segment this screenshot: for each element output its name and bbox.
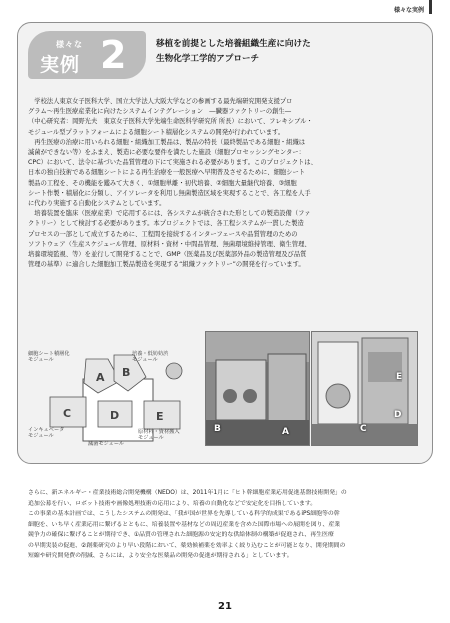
body-line: 培養環境監視、等）を並行して開発することで、GMP（医薬品及び医薬部外品の製造管理及び品質 bbox=[28, 251, 307, 259]
case-badge bbox=[28, 31, 146, 79]
arm-joint-shape bbox=[166, 363, 182, 379]
photo-1-image bbox=[206, 332, 309, 445]
module-d-letter: D bbox=[110, 409, 120, 422]
photo-1-label-b: B bbox=[214, 424, 221, 434]
body-line: 学校法人東京女子医科大学、国立大学法人大阪大学などの参画する最先端研究開発支援プロ bbox=[28, 98, 293, 105]
body-line: モジュール型プラットフォームによる細胞シート積層化システムの開発が行われています。 bbox=[28, 128, 285, 136]
badge-small-text: 様々な bbox=[56, 40, 83, 49]
body-line: 管理の基準）に適合した細胞加工製品製造を実現する“組織ファクトリー”の開発を行っています。 bbox=[28, 261, 305, 269]
body-line: 製品の工程を、その機能を鑑みて大きく、①細胞単離・初代培養、②細胞大量継代培養、③細胞 bbox=[28, 179, 297, 187]
body-line: 日本の独自技術である細胞シートによる再生治療を一般医療へ早期普及させるために、細胞シート bbox=[28, 169, 306, 177]
note-line: 競争力の確保に繋げることが期待でき、①品質の管理された細胞源の安定的な供給体制の構築が促進され、再生医療 bbox=[28, 532, 334, 538]
label-sterilization-module: 滅菌モジュール bbox=[88, 441, 125, 447]
label-sheet-module: 細胞シート積層化 モジュール bbox=[28, 351, 70, 364]
note-line: 短縮や研究開発費の削減、さらには、より安全な医薬品の開発の促進が期待される」としています。 bbox=[28, 553, 293, 559]
label-incubator-module: インキュベータ モジュール bbox=[28, 427, 65, 440]
body-line: に代わり実施する自動化システムとしています。 bbox=[28, 200, 166, 208]
body-text bbox=[28, 97, 422, 270]
photo-1-label-a: A bbox=[282, 427, 289, 437]
note-line: 細胞を、いち早く産業応用に繋げるとともに、培養装置や基材などの周辺産業を含めた国際市場への展開を図り、産業 bbox=[28, 521, 341, 528]
note-line: この事業の基本計画では、こうしたシステムの開発は、「我が国が世界を先導している科学的成果であるiPS細胞等の幹 bbox=[28, 511, 340, 517]
header-bar bbox=[429, 0, 432, 14]
case-title bbox=[156, 37, 426, 67]
isolator-photo-2 bbox=[311, 331, 418, 446]
photo-2-label-c: C bbox=[360, 424, 367, 434]
body-line: 滅菌ができない等）をふまえ、製造に必要な要件を満たした施設（細胞プロセッシングセンター： bbox=[28, 149, 305, 157]
note-line: さらに、新エネルギー・産業技術総合開発機構（NEDO）は、2011年1月に「ヒト幹細胞産業応用促進基盤技術開発」の bbox=[28, 490, 347, 496]
body-line: グラム～再生医療産業化に向けたシステムインテグレーション ―臓器ファクトリーの創生― bbox=[28, 108, 292, 116]
body-line: 培養装置を臨床（医療産業）で応用するには、各システムが統合された形としての製造設備（ファ bbox=[28, 210, 311, 218]
page-number: 21 bbox=[218, 601, 232, 612]
note-text bbox=[28, 488, 426, 562]
case-panel bbox=[17, 22, 433, 464]
title-line-1: 移植を前提とした培養組織生産に向けた bbox=[156, 39, 311, 49]
body-line: 再生医療の治療に用いられる細胞・組織加工製品は、製品の特長（最終製品である細胞・組織は bbox=[28, 138, 306, 146]
isolator-photo-1 bbox=[205, 331, 310, 446]
body-line: プロセスの一部として成立するために、工程間を接続するインターフェースや品質管理のための bbox=[28, 230, 298, 238]
module-c-letter: C bbox=[63, 407, 72, 420]
module-e-letter: E bbox=[156, 410, 164, 423]
factory-diagram bbox=[28, 351, 198, 449]
label-material-module: 原材料・資材搬入 モジュール bbox=[138, 429, 180, 442]
body-line: （中心研究者：岡野光夫 東京女子医科大学先端生命医科学研究所 所長）において、フレキシブル・ bbox=[28, 118, 313, 126]
body-line: クトリー）として検討する必要があります。本プロジェクトでは、各工程システムが一貫した製造 bbox=[28, 220, 304, 228]
body-line: シート作製・積層化に分類し、アイソレータを利用し無菌製造区域を実現することで、各工程を人手 bbox=[28, 189, 311, 197]
photo-2-label-d: D bbox=[394, 410, 402, 420]
badge-big-text: 実例 bbox=[40, 54, 81, 76]
badge-number: 2 bbox=[100, 33, 127, 77]
module-b-letter: B bbox=[122, 366, 131, 379]
body-line: ソフトウェア（生産スケジュール管理、原材料・資材・中間品管理、無菌環境維持管理、衛生管理、 bbox=[28, 240, 311, 248]
label-culture-module: 培養・低妨妨渋 モジュール bbox=[132, 351, 169, 364]
body-line: CPC）において、法令に基づいた品質管理の下にて実施される必要があります。このプロジェクトは、 bbox=[28, 159, 317, 167]
title-line-2: 生物化学工学的アプローチ bbox=[156, 54, 260, 64]
note-line: の早期実装の促進、②創薬研究のより早い段階において、薬効候補薬を効率よく絞り込むことが可能となり、開発期間の bbox=[28, 542, 346, 549]
photo-2-label-e: E bbox=[396, 372, 403, 382]
module-a-letter: A bbox=[96, 371, 105, 384]
section-label: 様々な実例 bbox=[393, 7, 424, 14]
note-line: 追加公募を行い、ロボット技術や画像処理技術の応用により、培養の自動化などで安定化を目指しています。 bbox=[28, 500, 317, 507]
